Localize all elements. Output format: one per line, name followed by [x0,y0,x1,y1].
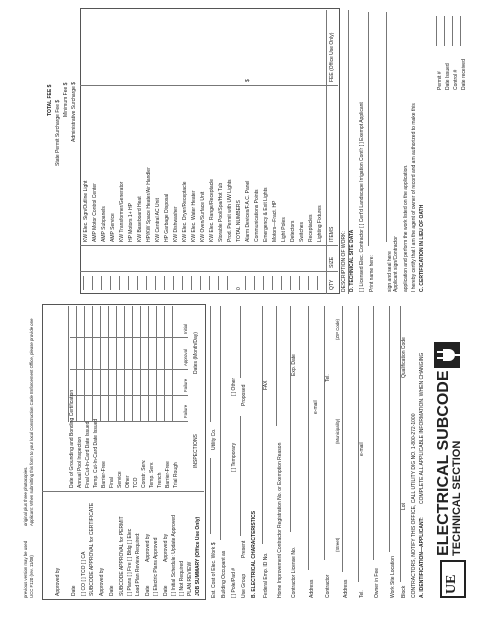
date-issued-label: Date Issued [445,63,451,90]
inspection-row-label: Trench [157,472,163,488]
qty-entry-line[interactable] [128,276,129,290]
site-data-item: Lighting Fixtures [317,205,323,242]
review-type-checkboxes[interactable]: [ ] Plans [ ] Fire [ ] Bldg [ ] Elec [127,528,133,596]
street-caption: (Street) [335,537,340,552]
qty-entry-line[interactable] [254,276,255,290]
description-label: DESCRIPTION OF WORK: [341,231,347,292]
site-data-item: HP/KW Space Heater/Air Handler [146,167,152,242]
state-surcharge-label: State Permit Surcharge Fee $ [55,99,61,166]
subcode-certificate-label: SUBCODE APPROVAL for CERTIFICATE [89,502,95,596]
permit-label: Permit # [437,71,443,90]
owner-tel-label: Tel. [359,590,365,598]
initial-schedule-checkbox[interactable]: [ ] Initial Schedule: Update Approved [171,515,177,596]
col-failure: Failure [183,404,188,418]
qualification-code-label: Qualification Code [401,337,407,378]
inspection-row-label: Trial Rough [173,462,179,488]
inspection-row-label: Final Cut-In-Card Date Issued [85,421,91,488]
owner-address-label: Address [343,579,349,598]
site-data-item: AMP Subpanels [101,206,107,242]
inspection-row-line[interactable] [76,306,77,422]
contractor-label: Contractor [325,574,331,598]
contractor-tel-label: Tel. [325,374,331,382]
section-d-heading: D. TECHNICAL SITE DATA [349,229,355,292]
load-plan-review-label: Load Plan Review Required: [135,532,141,596]
site-data-item: Receptacles [308,214,314,242]
inspections-heading: INSPECTIONS [193,434,199,468]
site-data-item: Alarm Devices/F.A.C. Panel [245,180,251,242]
site-data-item: Light Poles [281,217,287,242]
qty-entry-line[interactable] [146,276,147,290]
present-label: Present [241,540,247,558]
inspection-row-label: Barrier-Free [165,461,171,488]
total-numbers-label: TOTAL NUMBERS [236,200,242,242]
section-a-instructions: COMPLETE ALL APPLICABLE INFORMATION. WHEN CHANGING [419,352,425,504]
plan-review-heading: PLAN REVIEW [187,561,193,596]
qty-entry-line[interactable] [182,276,183,290]
inspection-row-line[interactable] [140,306,141,422]
site-data-item: KW Elec. Dryer/Receptacle [182,181,188,242]
inspection-row-label: Constr. Serv. [141,459,147,488]
qty-entry-line[interactable] [83,276,84,290]
qty-entry-line[interactable] [299,276,300,290]
site-data-item: KW Central AC Unit [155,198,161,242]
pole-checkbox[interactable]: [ ] Pole/Pad # [231,567,237,598]
inspection-row-label: Date of Grounding and Bonding Certification [69,389,75,488]
inspection-row-label: Barrier-Free [101,461,107,488]
fed-id-label: Federal Emp. ID No. [263,552,269,598]
inspection-row-label: Other [125,475,131,488]
site-data-item: AMP Service [110,213,116,242]
municipality-caption: (Municipality) [335,418,340,444]
fee-header: FEE (Office Use Only) [329,32,335,82]
site-data-item: Motors—Fract. HP [272,200,278,242]
inspection-row-line[interactable] [84,306,85,422]
use-group-label: Use Group [241,573,247,598]
hic-label: Home Improvement Contractor Registration No. or Exemption Reason [277,442,283,598]
certification-text: I hereby certify that I am the agent of owner of record and am authorized to make this [411,103,417,292]
section-a-heading: A. IDENTIFICATION—APPLICANT: [419,517,425,598]
col-approval: Approval [183,349,188,366]
inspection-row-label: TCO [133,477,139,488]
site-data-item: KW Elec. Sign/Outline Light [83,180,89,242]
qty-entry-line[interactable] [281,276,282,290]
block-label: Block [401,585,407,598]
qty-entry-line[interactable] [227,276,228,290]
proposed-label: Proposed [241,384,247,406]
items-header: ITEMS [329,226,335,242]
total-fee-label: TOTAL FEE $ [47,84,53,116]
other-checkbox[interactable]: [ ] Other [231,377,237,396]
logo-text: UE [444,574,459,594]
site-data-item: AMP Motor Control Center [92,183,98,242]
site-data-item: HP Garbage Disposal [164,193,170,242]
date-1-label: Date [163,585,169,596]
inspection-row-line[interactable] [156,306,157,422]
inspection-row-line[interactable] [100,306,101,422]
lot-label: Lot [401,503,407,510]
site-data-item: KW Oven/Surface Unit [200,191,206,242]
utility-label: Utility Co. [211,428,217,450]
form-subtitle: TECHNICAL SECTION [451,440,463,556]
approved-1-label: Approved by [163,533,169,562]
approved-4-label: Approved by [55,567,61,596]
owner-email-label: e-mail [359,442,365,456]
qty-entry-line[interactable] [272,276,273,290]
temporary-checkbox[interactable]: [ ] Temporary [231,442,237,472]
site-data-item: Communications Points [254,189,260,242]
site-data-table [80,8,340,294]
plug-icon [432,340,462,370]
inspection-row-label: Temp. Cut-In-Card Date Issued [93,418,99,488]
qty-entry-line[interactable] [101,276,102,290]
certification-text-2: application and perform the work listed on the application. [403,164,409,292]
site-data-item: HP Motors 1+ HP [128,203,134,242]
approved-3-label: Approved by [99,567,105,596]
inspection-row-line[interactable] [68,306,69,422]
date-4-label: Date [71,585,77,596]
size-header: SIZE [329,256,335,268]
applicant-sign-label: Applicant sign/Contractor [393,236,399,292]
fax-label: FAX [263,380,269,390]
qty-entry-line[interactable] [110,276,111,290]
inspection-row-label: Service [117,471,123,488]
license-type-checkboxes[interactable]: [ ] Licensed Elec. Contractor [ ] Cert'd Landscape Irrigation Cont'r [ ] Exempt Applicant [359,102,365,292]
date-3-label: Date [109,585,115,596]
date-received-label: Date received [461,59,467,90]
site-data-item: KW Dishwasher [173,206,179,242]
site-data-item: KW Elec. Water Heater [191,190,197,242]
qty-entry-line[interactable] [200,276,201,290]
qty-entry-line[interactable] [218,276,219,290]
logo [440,560,466,598]
inspection-row-line[interactable] [148,306,149,422]
inspection-row-line[interactable] [92,306,93,422]
contractor-address-label: Address [309,579,315,598]
total-numbers-zero: 0 [236,287,242,290]
site-data-item: Switches [299,221,305,242]
dates-header: Dates (Month/Day) [193,332,199,374]
col-failure-2: Failure [183,378,188,392]
form-id: UCC F120 (rev. 11/08) [29,555,34,598]
site-data-item: Storable Pool/Spa/Hot Tub [218,182,224,242]
qty-entry-line[interactable] [245,276,246,290]
zip-caption: (ZIP Code) [335,319,340,340]
site-data-item: KW Baseboard Heat [137,196,143,242]
inspection-row-label: Temp. Serv. [149,461,155,488]
not-required-checkbox[interactable]: [ ] Not Required [179,560,185,596]
site-data-item: Detectors [290,220,296,242]
qty-entry-line[interactable] [317,276,318,290]
inspection-row-line[interactable] [108,306,109,422]
control-label: Control # [453,69,459,90]
subcode-permit-label: SUBCODE APPROVAL for PERMIT [119,516,125,596]
job-summary-heading: JOB SUMMARY (Office Use Only) [195,516,201,596]
inspection-row-line[interactable] [116,306,117,422]
inspection-row-label: Annual Pool Inspection [77,436,83,488]
print-name-label: Print name here: [369,255,375,292]
qty-entry-line[interactable] [155,276,156,290]
col-initial: Initial [183,323,188,334]
qty-entry-line[interactable] [137,276,138,290]
qty-entry-line[interactable] [290,276,291,290]
applicant-note: Applicant: When submitting this form to your local Construction Code Enforcement Office, please provide one [29,318,34,526]
date-2-label: Date [145,585,151,596]
section-c-heading: C. CERTIFICATION IN LIEU OF OATH [419,204,425,292]
copy-note: original plus three photocopies. [23,466,28,526]
est-cost-label: Est. Cost of Elec. Work $ [211,542,217,598]
admin-surcharge-label: Administrative Surcharge $ [71,81,77,142]
site-data-item: KW Elec. Range/Receptacle [209,178,215,242]
qty-entry-line[interactable] [164,276,165,290]
site-data-item: Emergency & Exit Lights [263,187,269,242]
inspection-row-line[interactable] [124,306,125,422]
license-label: Contractor License No. [291,546,297,598]
inspection-row-line[interactable] [164,306,165,422]
owner-label: Owner in Fee [374,567,380,598]
qty-header: QTY [329,279,335,290]
minimum-fee-label: Minimum Fee $ [63,82,69,117]
approved-2-label: Approved by [145,533,151,562]
qty-entry-line[interactable] [263,276,264,290]
building-occupant-label: Building Occupant as [221,550,227,598]
inspection-row-line[interactable] [132,306,133,422]
certificate-type-checkboxes[interactable]: [ ] CO [ ] TCO [ ] CA [81,551,87,596]
fee-dollar: $ [245,79,251,82]
sign-seal-label: sign and seal here [387,251,393,292]
section-a-instructions-2: CONTRACTORS, NOTIFY THIS OFFICE, CALL UTILITY DIG NO. 1-800-272-1000 [411,413,417,598]
qty-entry-line[interactable] [191,276,192,290]
inspection-row-line[interactable] [172,306,173,422]
electric-plans-checkbox[interactable]: [ ] Electric Plans Approved [153,537,159,596]
qty-entry-line[interactable] [209,276,210,290]
qty-entry-line[interactable] [308,276,309,290]
qty-entry-line[interactable] [92,276,93,290]
section-b-heading: B. ELECTRICAL CHARACTERISTICS [251,510,257,598]
exp-date-label: Exp. Date [291,354,297,376]
inspection-row-label: Final [109,477,115,488]
form-title: ELECTRICAL SUBCODE [435,370,452,556]
site-data-item: Prod. Permit with UW Lights [227,179,233,242]
work-site-label: Work Site Location [390,556,396,598]
contractor-email-label: e-mail [313,400,319,414]
qty-entry-line[interactable] [173,276,174,290]
qty-entry-line[interactable] [119,276,120,290]
prev-version-note: previous version may be used [23,540,28,598]
site-data-item: KW Transformer/Generator [119,181,125,242]
